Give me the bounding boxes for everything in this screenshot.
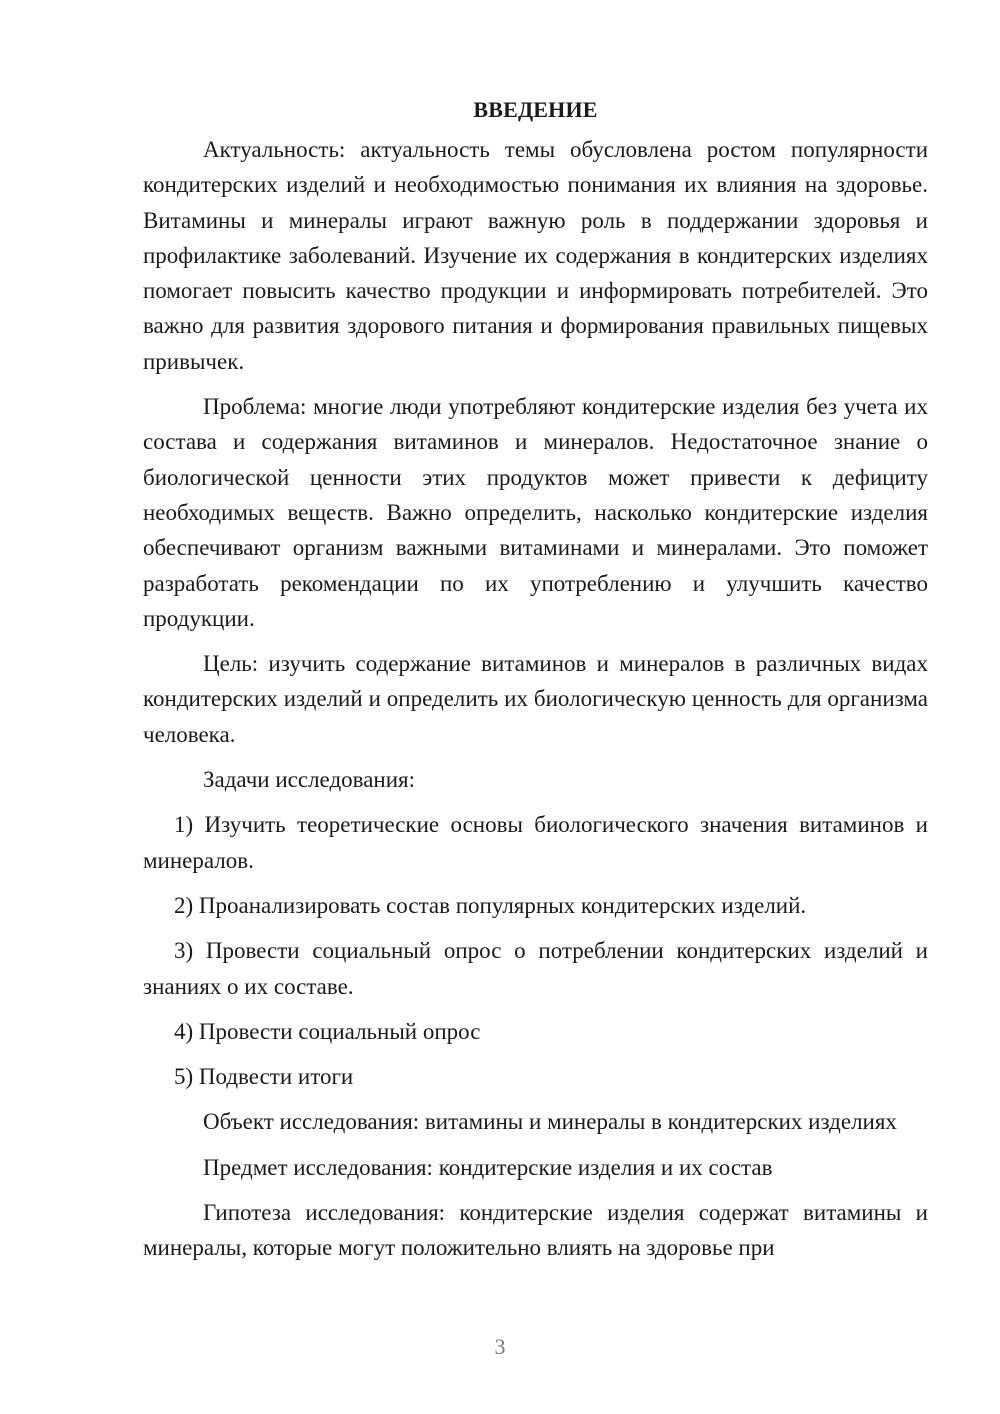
hypothesis-paragraph: Гипотеза исследования: кондитерские изделия содержат витамины и минералы, которые могут положительно влиять на здоровье при: [143, 1200, 928, 1261]
page-number: 3: [494, 1334, 506, 1359]
task-item-2: 2) Проанализировать состав популярных кондитерских изделий.: [174, 892, 807, 918]
problem-paragraph: Проблема: многие люди употребляют кондитерские изделия без учета их состава и содержания витаминов и минералов. Недостаточное знание о биологической ценности этих продуктов может привести к дефициту необходимых веществ. Важно определить, насколько кондитерские изделия обеспечивают организм важными витаминами и минералами. Это поможет разработать рекомендации по их употреблению и улучшить качество продукции.: [143, 394, 928, 631]
task-item-5: 5) Подвести итоги: [174, 1064, 354, 1090]
task-item-3: 3) Провести социальный опрос о потреблении кондитерских изделий и знаниях о их составе.: [143, 938, 928, 999]
relevance-paragraph: Актуальность: актуальность темы обусловлена ростом популярности кондитерских изделий и необходимостью понимания их влияния на здоровье. Витамины и минералы играют важную роль в поддержании здоровья и профилактике заболеваний. Изучение их содержания в кондитерских изделиях помогает повысить качество продукции и информировать потребителей. Это важно для развития здорового питания и формирования правильных пищевых привычек.: [143, 137, 928, 374]
object-paragraph: Объект исследования: витамины и минералы в кондитерских изделиях: [203, 1109, 897, 1135]
goal-paragraph: Цель: изучить содержание витаминов и минералов в различных видах кондитерских изделий и определить их биологическую ценность для организма человека.: [143, 651, 928, 747]
task-item-4: 4) Провести социальный опрос: [174, 1018, 481, 1044]
section-title: ВВЕДЕНИЕ: [473, 97, 598, 122]
subject-paragraph: Предмет исследования: кондитерские изделия и их состав: [203, 1154, 773, 1180]
document-page: [143, 92, 928, 1276]
task-item-1: 1) Изучить теоретические основы биологического значения витаминов и минералов.: [143, 812, 928, 873]
tasks-heading: Задачи исследования:: [203, 767, 416, 793]
